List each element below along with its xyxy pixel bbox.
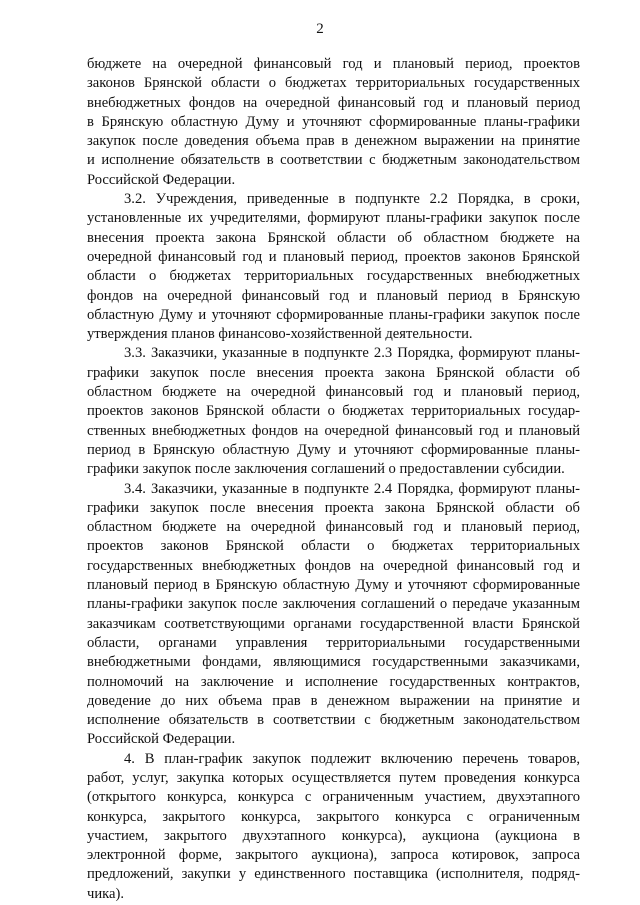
text-line: период в Брянскую областную Думу и уточняют сформированные планы- (87, 441, 580, 458)
text-line: законов Брянской области о бюджетах территориальных государственных (87, 75, 580, 92)
text-line: 4. В план-график закупок подлежит включению перечень товаров, (124, 750, 580, 767)
paragraph-4 (87, 750, 580, 904)
text-line: проектов законов Брянской области о бюджетах территориальных (87, 538, 580, 555)
text-line: областном бюджете на очередной финансовый год и плановый период, (87, 384, 580, 401)
text-line: фондов на очередной финансовый год и плановый период в Брянскую (87, 287, 580, 304)
paragraph-3-4 (87, 480, 580, 750)
text-line: 3.3. Заказчики, указанные в подпункте 2.3 Порядка, формируют планы- (124, 345, 580, 362)
text-line: проектов законов Брянской области о бюджетах территориальных государ- (87, 403, 580, 420)
text-line: конкурса, закрытого конкурса, закрытого конкурса с ограниченным (87, 808, 580, 825)
text-line: в Брянскую областную Думу и уточняют сформированные планы-графики (87, 113, 580, 130)
text-line: чика). (87, 885, 125, 902)
text-line: внебюджетными фондами, являющимися государственными заказчиками, (87, 654, 580, 671)
text-line: ственных внебюджетных фондов на очередной финансовый год и плановый (87, 422, 580, 439)
text-line: областном бюджете на очередной финансовый год и плановый период, (87, 519, 580, 536)
text-line: исполнение обязательств в соответствии с бюджетным законодательством (87, 712, 580, 729)
text-line: утверждения планов финансово-хозяйственной деятельности. (87, 326, 473, 343)
text-line: Российской Федерации. (87, 731, 236, 748)
text-line: установленные их учредителями, формируют планы-графики закупок после (87, 210, 580, 227)
text-line: доведение до них объема прав в денежном выражении на принятие и (87, 692, 580, 709)
text-line: планы-графики закупок после заключения соглашений о передаче указанным (87, 596, 580, 613)
text-line: графики закупок после внесения проекта закона Брянской области об (87, 499, 580, 516)
text-line: (открытого конкурса, конкурса с ограниченным участием, двухэтапного (87, 789, 580, 806)
text-line: графики закупок после заключения соглашений о предоставлении субсидии. (87, 461, 565, 478)
text-line: области о бюджетах территориальных государственных внебюджетных (87, 268, 580, 285)
text-line: графики закупок после внесения проекта закона Брянской области об (87, 364, 580, 381)
paragraph-3-3 (87, 344, 580, 479)
text-line: плановый период в Брянскую областную Думу и уточняют сформированные (87, 577, 580, 594)
text-line: полномочий на заключение и исполнение государственных контрактов, (87, 673, 580, 690)
text-line: бюджете на очередной финансовый год и плановый период, проектов (87, 56, 580, 72)
paragraph-3-2 (87, 190, 580, 344)
text-line: областную Думу и уточняют сформированные планы-графики закупок после (87, 306, 580, 323)
text-line: закупок после доведения объема прав в денежном выражении на принятие (87, 133, 580, 150)
text-line: государственных внебюджетных фондов на очередной финансовый год и (87, 557, 580, 574)
text-line: электронной форме, закрытого аукциона), запроса котировок, запроса (87, 847, 580, 864)
text-line: 3.2. Учреждения, приведенные в подпункте 2.2 Порядка, в сроки, (124, 191, 580, 208)
text-line: и исполнение обязательств в соответствии с бюджетным законодательством (87, 152, 580, 169)
document-body (87, 55, 580, 904)
text-line: внебюджетных фондов на очередной финансовый год и плановый период (87, 94, 580, 111)
text-line: 3.4. Заказчики, указанные в подпункте 2.4 Порядка, формируют планы- (124, 480, 580, 497)
text-line: заказчикам соответствующими органами государственной власти Брянской (87, 615, 580, 632)
page-number: 2 (316, 21, 324, 37)
text-line: работ, услуг, закупка которых осуществляется путем проведения конкурса (87, 769, 580, 786)
text-line: участием, закрытого двухэтапного конкурса), аукциона (аукциона в (87, 827, 580, 844)
text-line: Российской Федерации. (87, 171, 236, 188)
paragraph-continuation (87, 55, 580, 190)
text-line: внесения проекта закона Брянской области об областном бюджете на (87, 229, 580, 246)
text-line: области, органами управления территориальными государственными (87, 634, 580, 651)
text-line: предложений, закупки у единственного поставщика (исполнителя, подряд- (87, 866, 580, 883)
text-line: очередной финансовый год и плановый период, проектов законов Брянской (87, 248, 580, 265)
